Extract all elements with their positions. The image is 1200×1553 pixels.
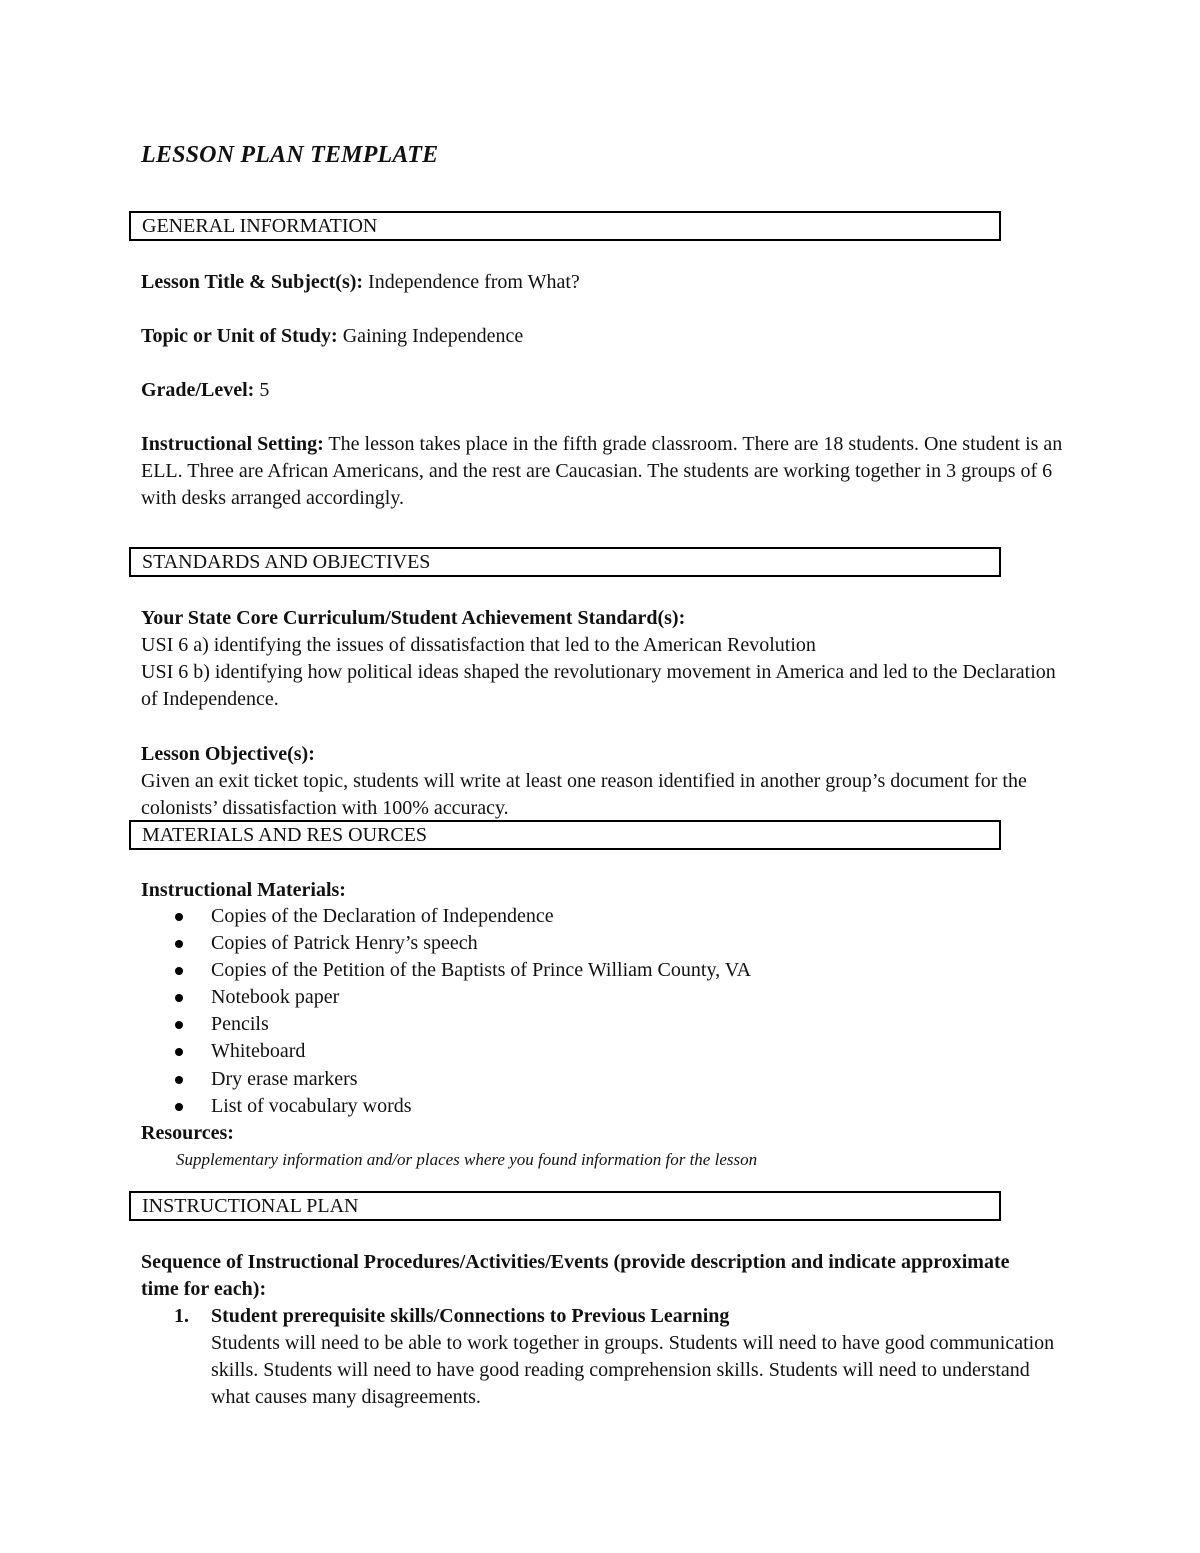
list-item: Dry erase markers	[141, 1066, 751, 1093]
grade-line	[141, 377, 269, 404]
section-header-instructional	[129, 1191, 1001, 1221]
topic-value: Gaining Independence	[337, 325, 524, 347]
standard-item: USI 6 a) identifying the issues of dissatisfaction that led to the American Revolution	[141, 634, 816, 656]
section-header-materials	[129, 820, 1001, 850]
instructional-materials-label-text: Instructional Materials:	[141, 879, 346, 901]
lesson-title-label: Lesson Title & Subject(s):	[141, 271, 364, 293]
step-text: Students will need to be able to work together in groups. Students will need to have good communication skills. Students will need to have good reading comprehension skills. Students will need to understand what causes many disagreements.	[211, 1332, 1055, 1408]
procedure-steps	[141, 1303, 1071, 1411]
standards-label-text: Your State Core Curriculum/Student Achievement Standard(s):	[141, 607, 686, 629]
lesson-title-value: Independence from What?	[363, 271, 580, 293]
instructional-materials-label	[141, 877, 346, 904]
setting-value: The lesson takes place in the fifth grade classroom. There are 18 students. One student is an ELL. Three are African Americans, and the rest are Caucasian. The students are working together in 3 groups of 6 with desks arranged accordingly.	[141, 433, 1063, 509]
section-header-label: INSTRUCTIONAL PLAN	[142, 1195, 359, 1217]
standard-item: USI 6 b) identifying how political ideas shaped the revolutionary movement in America and led to the Declaration of Independence.	[141, 661, 1056, 710]
sequence-label-text: Sequence of Instructional Procedures/Activities/Events (provide description and indicate approximate time for each):	[141, 1251, 1010, 1300]
sequence-label	[141, 1249, 1041, 1303]
objective-text: Given an exit ticket topic, students will write at least one reason identified in another group’s document for the colonists’ dissatisfaction with 100% accuracy.	[141, 770, 1027, 819]
topic-line	[141, 323, 523, 350]
section-header-label: MATERIALS AND RES OURCES	[142, 824, 428, 846]
resources-label-text: Resources:	[141, 1122, 234, 1144]
list-item: Copies of the Declaration of Independence	[141, 903, 751, 930]
procedure-step	[141, 1303, 1071, 1411]
grade-label: Grade/Level:	[141, 379, 255, 401]
materials-list	[141, 903, 751, 1120]
resources-text: Supplementary information and/or places where you found information for the lesson	[176, 1150, 758, 1169]
document-title: LESSON PLAN TEMPLATE	[141, 142, 439, 168]
section-header-standards	[129, 547, 1001, 577]
list-item: Pencils	[141, 1011, 751, 1038]
list-item: Whiteboard	[141, 1038, 751, 1065]
resources-label	[141, 1120, 234, 1147]
topic-label: Topic or Unit of Study:	[141, 325, 338, 347]
list-item: Copies of Patrick Henry’s speech	[141, 930, 751, 957]
standards-label	[141, 605, 685, 632]
section-header-label: STANDARDS AND OBJECTIVES	[142, 551, 431, 573]
section-header-general	[129, 211, 1001, 241]
list-item: Copies of the Petition of the Baptists of Prince William County, VA	[141, 957, 751, 984]
lesson-title-line	[141, 269, 580, 296]
step-number: 1.	[174, 1305, 189, 1327]
section-header-label: GENERAL INFORMATION	[142, 215, 378, 237]
objective-label	[141, 741, 315, 768]
objective-label-text: Lesson Objective(s):	[141, 743, 315, 765]
setting-label: Instructional Setting:	[141, 433, 324, 455]
instructional-setting	[141, 431, 1071, 512]
step-heading: Student prerequisite skills/Connections to Previous Learning	[211, 1305, 730, 1327]
list-item: List of vocabulary words	[141, 1093, 751, 1120]
grade-value: 5	[254, 379, 270, 401]
list-item: Notebook paper	[141, 984, 751, 1011]
